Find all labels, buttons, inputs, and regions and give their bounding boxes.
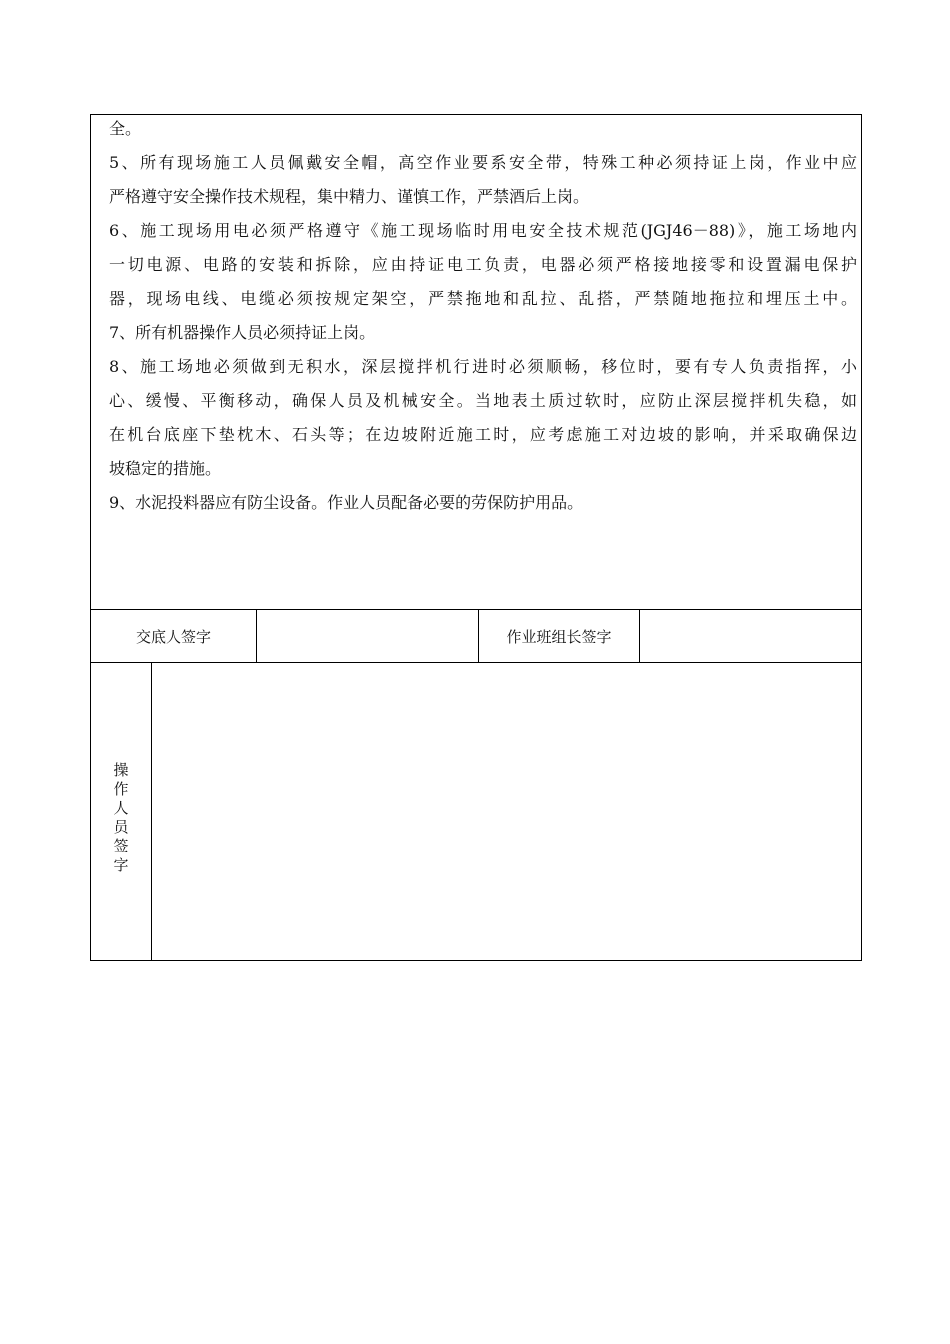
content-line: 7、所有机器操作人员必须持证上岗。 [109,323,376,342]
signature-row [91,610,861,663]
content-line: 6、施工现场用电必须严格遵守《施工现场临时用电安全技术规范(JGJ46－88)》，施工场地内 [109,221,857,240]
content-line: 心、缓慢、平衡移动，确保人员及机械安全。当地表土质过软时，应防止深层搅拌机失稳，如 [109,391,857,410]
discloser-signature-field[interactable] [257,610,479,662]
operators-signature-section [91,663,861,960]
content-line: 9、水泥投料器应有防尘设备。作业人员配备必要的劳保防护用品。 [109,493,584,512]
team-leader-signature-label: 作业班组长签字 [479,610,640,662]
content-line: 5、所有现场施工人员佩戴安全帽，高空作业要系安全带，特殊工种必须持证上岗，作业中应 [109,153,857,172]
content-line: 全。 [109,119,142,138]
operators-signature-label-cell [91,663,152,960]
disclosure-content [91,115,861,610]
content-line: 在机台底座下垫枕木、石头等；在边坡附近施工时，应考虑施工对边坡的影响，并采取确保边 [109,425,857,444]
team-leader-signature-field[interactable] [640,610,861,662]
content-line: 严格遵守安全操作技术规程，集中精力、谨慎工作，严禁酒后上岗。 [109,187,590,206]
content-line: 器，现场电线、电缆必须按规定架空，严禁拖地和乱拉、乱搭，严禁随地拖拉和埋压土中。 [109,289,857,308]
content-line: 一切电源、电路的安装和拆除，应由持证电工负责，电器必须严格接地接零和设置漏电保护 [109,255,857,274]
content-line: 坡稳定的措施。 [109,459,222,478]
discloser-signature-label: 交底人签字 [91,610,257,662]
operators-signature-label: 操作人员签字 [113,760,129,874]
operators-signature-area[interactable] [152,663,861,960]
content-line: 8、施工场地必须做到无积水，深层搅拌机行进时必须顺畅，移位时，要有专人负责指挥，小 [109,357,857,376]
safety-disclosure-table [90,114,862,961]
